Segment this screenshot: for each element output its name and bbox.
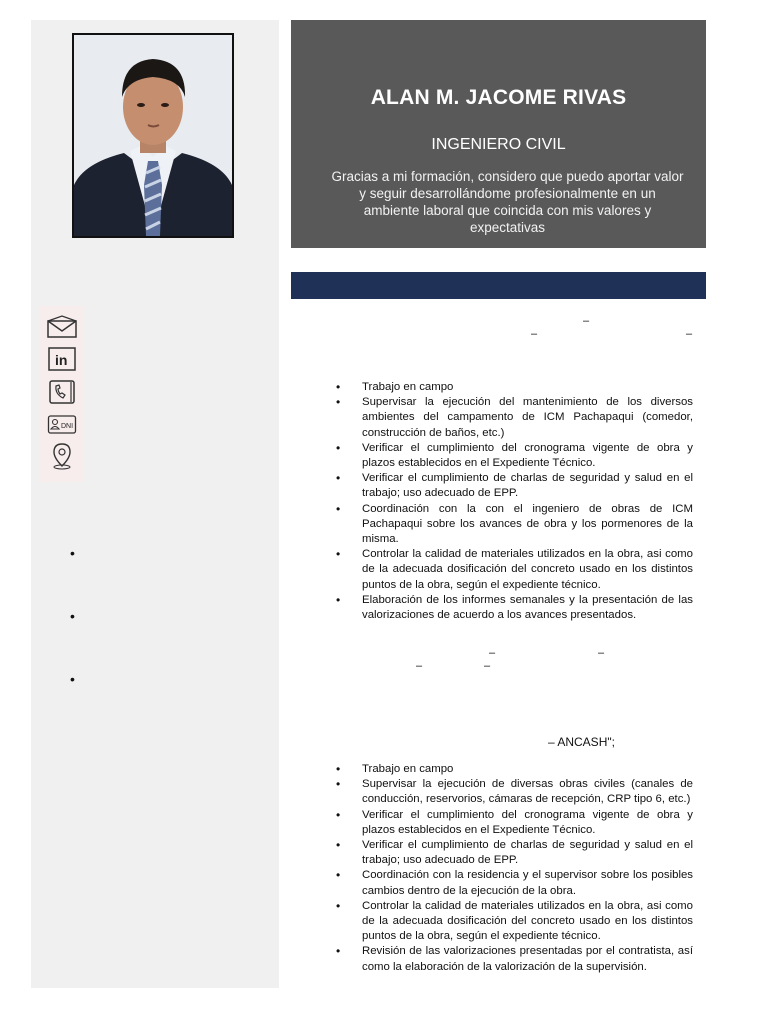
duty-item: • Verificar el cumplimiento de charlas de seguridad y salud en el trabajo; uso adecuado de EPP.	[336, 838, 693, 868]
location-pin-icon	[46, 443, 78, 469]
experience2-location: – ANCASH";	[548, 735, 615, 749]
portrait-image	[74, 35, 232, 236]
profile-photo	[72, 33, 234, 238]
dash-mark: –	[686, 328, 693, 340]
job-title: INGENIERO CIVIL	[431, 136, 566, 153]
duty-item: • Trabajo en campo	[336, 380, 693, 395]
dash-mark: –	[531, 328, 538, 340]
duty-item: • Trabajo en campo	[336, 762, 693, 777]
duty-item: • Verificar el cumplimiento del cronograma vigente de obra y plazos establecidos en el Expediente Técnico.	[336, 441, 693, 471]
header-box	[291, 20, 706, 248]
linkedin-icon	[46, 346, 78, 372]
duty-item: • Coordinación con la con el ingeniero de obras de ICM Pachapaqui sobre los avances de obra y los pormenores de la misma.	[336, 502, 693, 548]
phone-icon	[46, 379, 78, 405]
duty-item: • Controlar la calidad de materiales utilizados en la obra, asi como de la adecuada dosificación del concreto usado en los distintos puntos de la obra, según el expediente técnico.	[336, 547, 693, 593]
profile-summary: Gracias a mi formación, considero que puedo aportar valor y seguir desarrollándome profesionalmente en un ambiente laboral que coincida con mis valores y expectativas	[331, 169, 684, 235]
sidebar-bullet: •	[70, 671, 75, 687]
duty-item: • Controlar la calidad de materiales utilizados en la obra, asi como de la adecuada dosificación del concreto usado en los distintos puntos de la obra, según el expediente técnico.	[336, 899, 693, 945]
linkedin-label: in	[55, 352, 68, 368]
dash-mark: –	[484, 660, 491, 672]
experience1-duties	[336, 380, 693, 623]
dash-mark: –	[416, 660, 423, 672]
duty-item: • Coordinación con la residencia y el supervisor sobre los posibles cambios dentro de la ejecución de la obra.	[336, 868, 693, 898]
sidebar-bullet: •	[70, 545, 75, 561]
duty-item: • Revisión de las valorizaciones presentadas por el contratista, así como la elaboración de la valorización de la supervisión.	[336, 944, 693, 974]
contact-icons-panel	[40, 306, 84, 482]
section-header-bar	[291, 272, 706, 299]
experience2-duties	[336, 762, 693, 975]
id-card-icon	[46, 412, 78, 438]
dni-label: DNI	[61, 423, 74, 430]
duty-item: • Verificar el cumplimiento del cronograma vigente de obra y plazos establecidos en el Expediente Técnico.	[336, 808, 693, 838]
mail-icon	[46, 314, 78, 340]
duty-item: • Supervisar la ejecución del mantenimiento de los diversos ambientes del campamento de ICM Pachapaqui (comedor, construcción de baños, etc.)	[336, 395, 693, 441]
dash-mark: –	[489, 647, 496, 659]
sidebar-bullet: •	[70, 608, 75, 624]
candidate-name: ALAN M. JACOME RIVAS	[370, 86, 627, 109]
duty-item: • Elaboración de los informes semanales y la presentación de las valorizaciones de acuerdo a los avances presentados.	[336, 593, 693, 623]
duty-item: • Verificar el cumplimiento de charlas de seguridad y salud en el trabajo; uso adecuado de EPP.	[336, 471, 693, 501]
duty-item: • Supervisar la ejecución de diversas obras civiles (canales de conducción, reservorios, cámaras de recepción, CRP tipo 6, etc.)	[336, 777, 693, 807]
dash-mark: –	[598, 647, 605, 659]
dash-mark: –	[583, 315, 590, 327]
